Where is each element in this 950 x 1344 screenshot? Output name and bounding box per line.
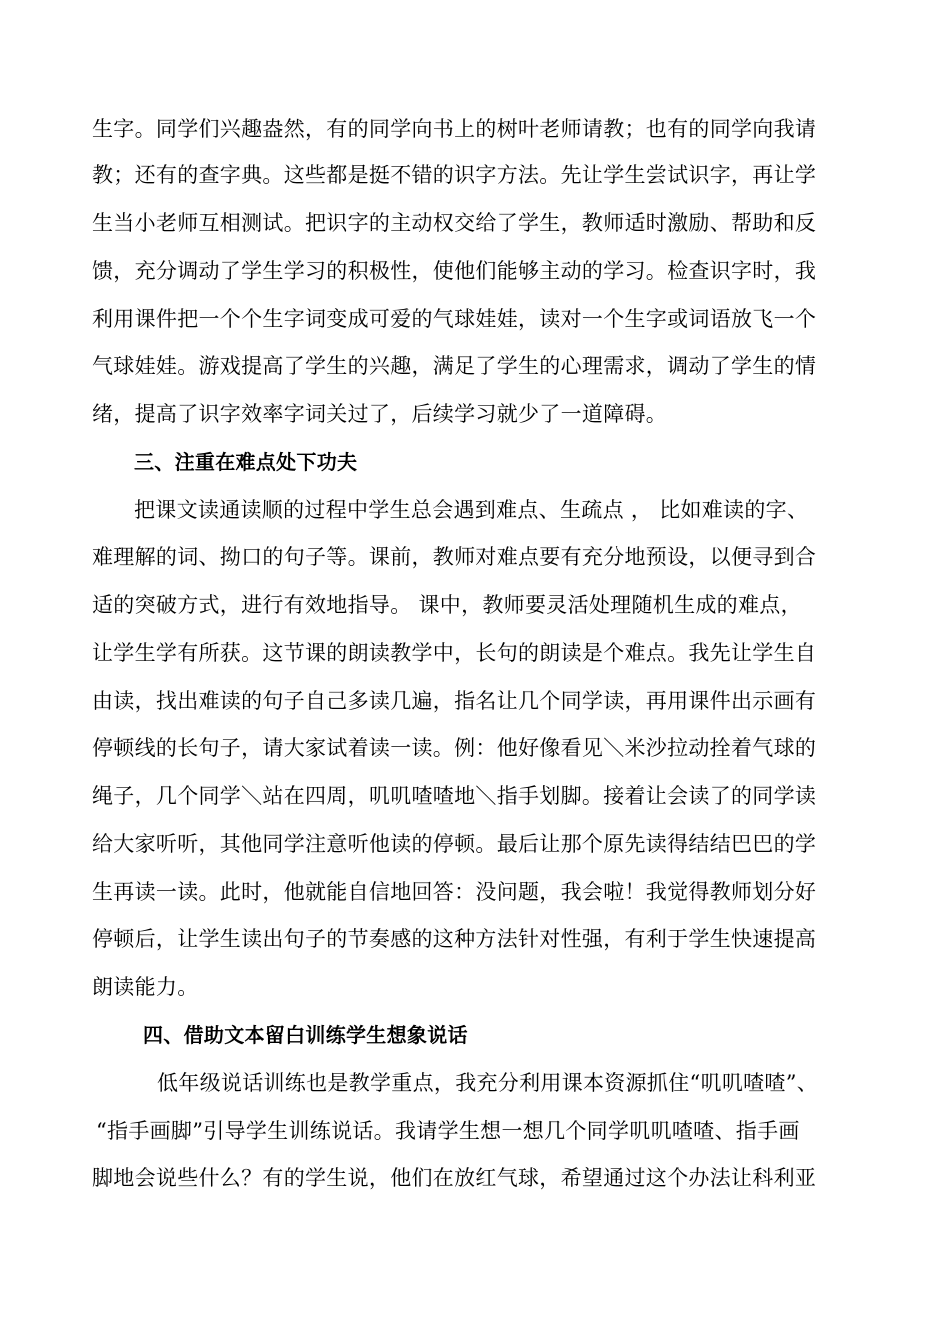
paragraph-line: 停顿线的长句子，请大家试着读一读。例：他好像看见＼米沙拉动拴着气球的 [92, 736, 817, 760]
paragraph-line: 生当小老师互相测试。把识字的主动权交给了学生，教师适时激励、帮助和反 [92, 211, 817, 235]
paragraph-line: 生再读一读。此时，他就能自信地回答：没问题，我会啦！我觉得教师划分好 [92, 880, 817, 904]
section-heading-4: 四、借助文本留白训练学生想象说话 [143, 1023, 468, 1047]
paragraph-line: 给大家听听，其他同学注意听他读的停顿。最后让那个原先读得结结巴巴的学 [92, 832, 817, 856]
paragraph-line: “指手画脚”引导学生训练说话。我请学生想一想几个同学叽叽喳喳、指手画 [96, 1119, 800, 1143]
paragraph-line: 绳子，几个同学＼站在四周，叽叽喳喳地＼指手划脚。接着让会读了的同学读 [92, 784, 817, 808]
section-heading-3: 三、注重在难点处下功夫 [134, 450, 358, 474]
paragraph-line: 绪，提高了识字效率字词关过了，后续学习就少了一道障碍。 [92, 402, 668, 426]
paragraph-line: 把课文读通读顺的过程中学生总会遇到难点、生疏点 ， 比如难读的字、 [134, 498, 809, 522]
paragraph-line: 让学生学有所获。这节课的朗读教学中，长句的朗读是个难点。我先让学生自 [92, 641, 817, 665]
paragraph-line: 难理解的词、拗口的句子等。课前，教师对难点要有充分地预设，以便寻到合 [92, 545, 817, 569]
paragraph-line: 低年级说话训练也是教学重点，我充分利用课本资源抓住“叽叽喳喳”、 [157, 1071, 819, 1095]
paragraph-line: 停顿后，让学生读出句子的节奏感的这种方法针对性强，有利于学生快速提高 [92, 927, 817, 951]
paragraph-line: 朗读能力。 [92, 975, 199, 999]
paragraph-line: 脚地会说些什么？有的学生说，他们在放红气球，希望通过这个办法让科利亚 [92, 1166, 817, 1190]
paragraph-line: 利用课件把一个个生字词变成可爱的气球娃娃，读对一个生字或词语放飞一个 [92, 307, 817, 331]
paragraph-line: 教；还有的查字典。这些都是挺不错的识字方法。先让学生尝试识字，再让学 [92, 163, 817, 187]
paragraph-line: 生字。同学们兴趣盎然，有的同学向书上的树叶老师请教；也有的同学向我请 [92, 117, 817, 141]
paragraph-line: 馈，充分调动了学生学习的积极性，使他们能够主动的学习。检查识字时，我 [92, 259, 817, 283]
paragraph-line: 由读，找出难读的句子自己多读几遍，指名让几个同学读，再用课件出示画有 [92, 689, 817, 713]
paragraph-line: 气球娃娃。游戏提高了学生的兴趣，满足了学生的心理需求，调动了学生的情 [92, 354, 817, 378]
paragraph-line: 适的突破方式，进行有效地指导。 课中，教师要灵活处理随机生成的难点， [92, 593, 802, 617]
